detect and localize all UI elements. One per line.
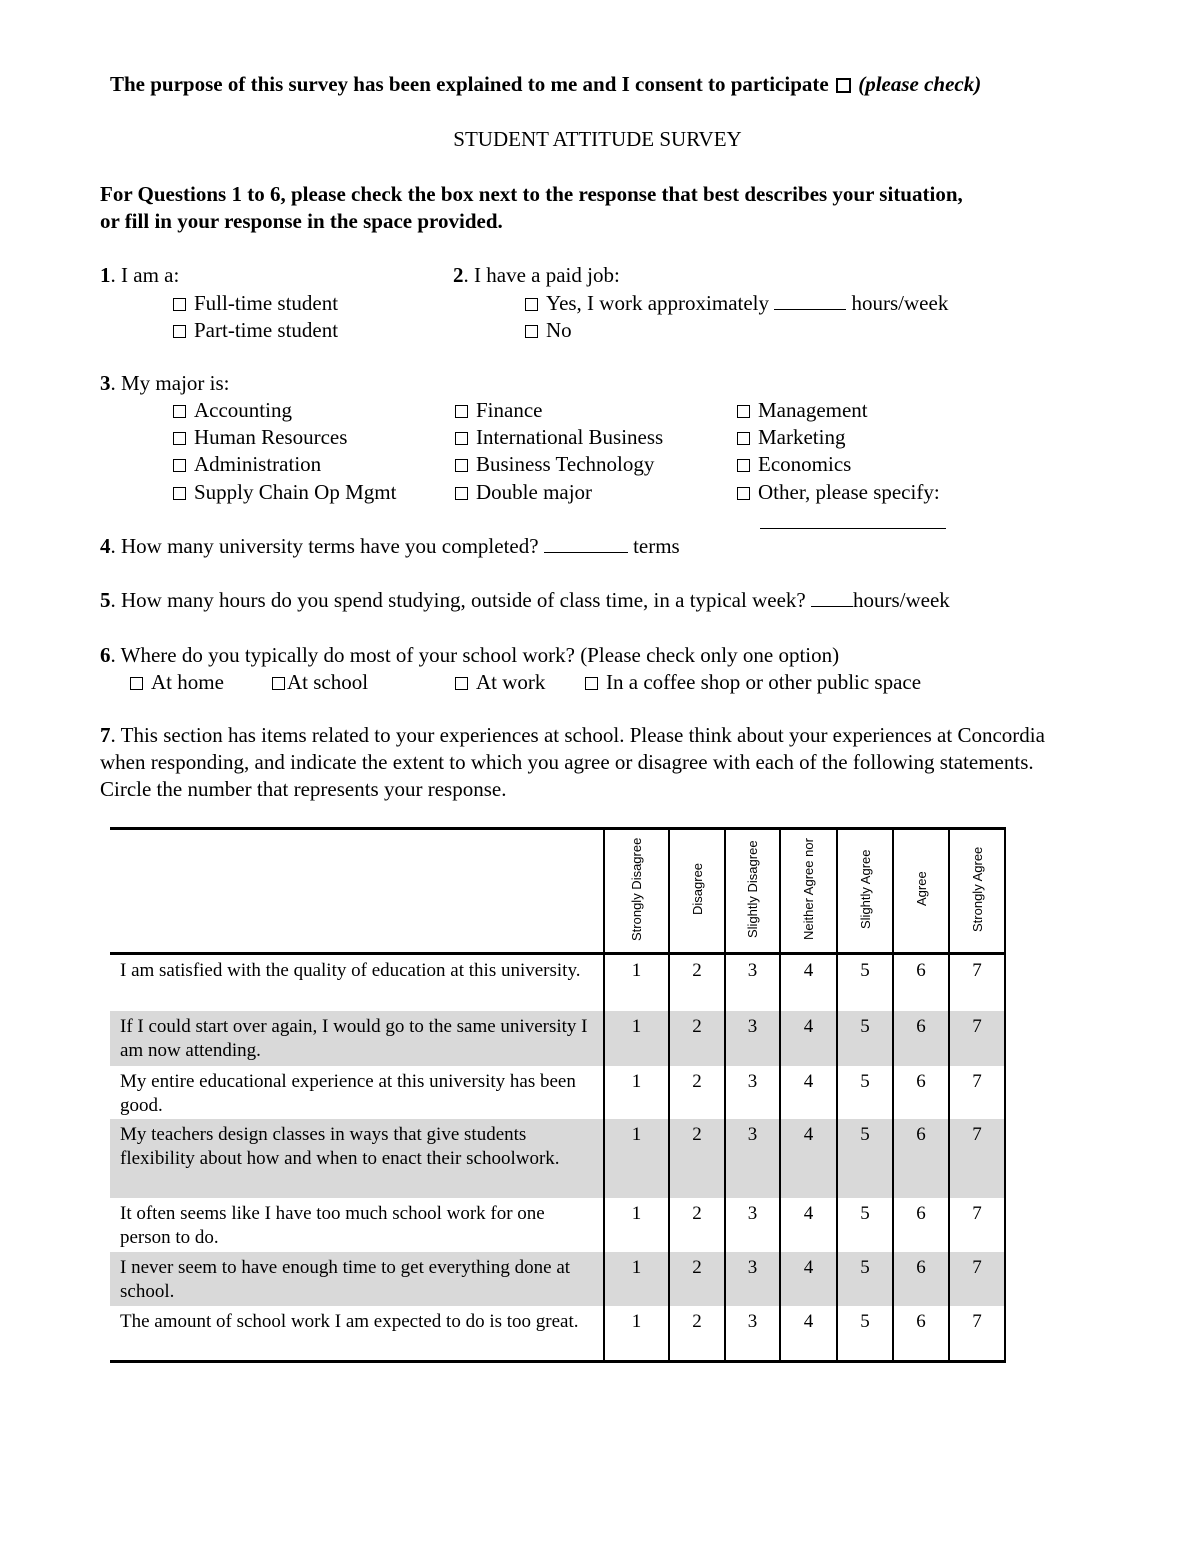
header-strongly-agree: Strongly Agree: [969, 846, 985, 932]
checkbox[interactable]: [455, 405, 468, 418]
rating-2[interactable]: 2: [669, 1011, 725, 1066]
checkbox[interactable]: [130, 677, 143, 690]
instructions-line-2: or fill in your response in the space provided.: [100, 209, 503, 233]
checkbox[interactable]: [737, 459, 750, 472]
header-disagree: Disagree: [689, 862, 705, 916]
rating-7[interactable]: 7: [949, 1119, 1005, 1198]
checkbox[interactable]: [173, 325, 186, 338]
major-international-business[interactable]: International Business: [455, 424, 663, 451]
rating-3[interactable]: 3: [725, 1306, 780, 1362]
rating-2[interactable]: 2: [669, 1252, 725, 1306]
rating-7[interactable]: 7: [949, 1066, 1005, 1119]
q6-option-coffee-shop[interactable]: In a coffee shop or other public space: [585, 669, 921, 696]
rating-1[interactable]: 1: [604, 1066, 669, 1119]
rating-7[interactable]: 7: [949, 1198, 1005, 1252]
checkbox[interactable]: [455, 677, 468, 690]
checkbox[interactable]: [173, 298, 186, 311]
rating-2[interactable]: 2: [669, 1198, 725, 1252]
major-finance[interactable]: Finance: [455, 397, 542, 424]
rating-6[interactable]: 6: [893, 1119, 949, 1198]
major-administration[interactable]: Administration: [173, 451, 321, 478]
header-slightly-agree: Slightly Agree: [857, 849, 873, 929]
table-row: [110, 1066, 1005, 1119]
rating-2[interactable]: 2: [669, 1066, 725, 1119]
statement: My entire educational experience at this university has been good.: [120, 1071, 576, 1116]
checkbox[interactable]: [737, 432, 750, 445]
checkbox[interactable]: [272, 677, 285, 690]
rating-7[interactable]: 7: [949, 1306, 1005, 1362]
checkbox[interactable]: [737, 487, 750, 500]
rating-6[interactable]: 6: [893, 1066, 949, 1119]
statement: The amount of school work I am expected to do is too great.: [120, 1311, 579, 1332]
rating-3[interactable]: 3: [725, 1198, 780, 1252]
rating-2[interactable]: 2: [669, 1306, 725, 1362]
checkbox[interactable]: [455, 459, 468, 472]
major-other[interactable]: Other, please specify:: [737, 479, 940, 506]
rating-1[interactable]: 1: [604, 1198, 669, 1252]
header-strongly-disagree: Strongly Disagree: [629, 837, 644, 941]
major-double-major[interactable]: Double major: [455, 479, 592, 506]
hours-blank[interactable]: [774, 308, 846, 310]
q6-label: 6. Where do you typically do most of your school work? (Please check only one option): [100, 643, 840, 667]
consent-text: The purpose of this survey has been explained to me and I consent to participate: [110, 72, 829, 96]
header-agree: Agree: [913, 871, 929, 907]
rating-1[interactable]: 1: [604, 1011, 669, 1066]
rating-5[interactable]: 5: [837, 1011, 893, 1066]
q6-option-home[interactable]: At home: [130, 669, 224, 696]
q6-option-school[interactable]: At school: [272, 669, 368, 696]
checkbox[interactable]: [173, 432, 186, 445]
q1-label: 1. I am a:: [100, 263, 180, 287]
q1-option-part-time[interactable]: Part-time student: [173, 317, 338, 344]
terms-blank[interactable]: [544, 551, 628, 553]
checkbox[interactable]: [455, 487, 468, 500]
q1-option-full-time[interactable]: Full-time student: [173, 290, 338, 317]
study-hours-blank[interactable]: [811, 605, 853, 607]
rating-5[interactable]: 5: [837, 1198, 893, 1252]
checkbox[interactable]: [455, 432, 468, 445]
q2-label: 2. I have a paid job:: [453, 263, 620, 287]
q6-option-work[interactable]: At work: [455, 669, 545, 696]
rating-5[interactable]: 5: [837, 954, 893, 1012]
rating-3[interactable]: 3: [725, 1066, 780, 1119]
table-row: [110, 1011, 1005, 1066]
rating-3[interactable]: 3: [725, 954, 780, 1012]
header-slightly-disagree: Slightly Disagree: [745, 840, 760, 938]
rating-6[interactable]: 6: [893, 1198, 949, 1252]
consent-note: (please check): [858, 72, 982, 96]
rating-4[interactable]: 4: [780, 1306, 837, 1362]
major-economics[interactable]: Economics: [737, 451, 851, 478]
instructions-line-1: For Questions 1 to 6, please check the box next to the response that best describes your situation,: [100, 182, 963, 206]
statement: I am satisfied with the quality of education at this university.: [120, 960, 581, 981]
rating-3[interactable]: 3: [725, 1252, 780, 1306]
page-title: STUDENT ATTITUDE SURVEY: [453, 127, 742, 151]
checkbox[interactable]: [525, 325, 538, 338]
major-human-resources[interactable]: Human Resources: [173, 424, 347, 451]
rating-4[interactable]: 4: [780, 1066, 837, 1119]
statement: My teachers design classes in ways that give students flexibility about how and when to enact their schoolwork.: [110, 1119, 604, 1198]
rating-7[interactable]: 7: [949, 1011, 1005, 1066]
major-business-technology[interactable]: Business Technology: [455, 451, 654, 478]
rating-6[interactable]: 6: [893, 1011, 949, 1066]
q7-instructions: 7. This section has items related to your experiences at school. Please think about your experiences at Concordia when responding, and indicate the extent to which you agree or disagree with each of the following statements. Circle the number that represents your response.: [100, 723, 1045, 801]
major-accounting[interactable]: Accounting: [173, 397, 292, 424]
other-major-blank[interactable]: [760, 508, 946, 529]
q3-label: 3. My major is:: [100, 371, 230, 395]
rating-1[interactable]: 1: [604, 954, 669, 1012]
likert-table: [110, 827, 1006, 1363]
checkbox[interactable]: [173, 487, 186, 500]
major-supply-chain[interactable]: Supply Chain Op Mgmt: [173, 479, 396, 506]
table-row: [110, 1306, 1005, 1362]
rating-4[interactable]: 4: [780, 1252, 837, 1306]
checkbox[interactable]: [737, 405, 750, 418]
rating-1[interactable]: 1: [604, 1252, 669, 1306]
checkbox[interactable]: [585, 677, 598, 690]
rating-1[interactable]: 1: [604, 1119, 669, 1198]
rating-2[interactable]: 2: [669, 954, 725, 1012]
checkbox[interactable]: [173, 459, 186, 472]
rating-4[interactable]: 4: [780, 954, 837, 1012]
major-marketing[interactable]: Marketing: [737, 424, 845, 451]
consent-line: [110, 71, 981, 98]
rating-6[interactable]: 6: [893, 1306, 949, 1362]
rating-3[interactable]: 3: [725, 1119, 780, 1198]
table-row: [110, 1119, 1005, 1198]
rating-3[interactable]: 3: [725, 1011, 780, 1066]
rating-4[interactable]: 4: [780, 1011, 837, 1066]
rating-4[interactable]: 4: [780, 1119, 837, 1198]
statement-header: [110, 829, 604, 954]
rating-6[interactable]: 6: [893, 1252, 949, 1306]
table-row: [110, 1252, 1005, 1306]
q2-option-no[interactable]: No: [525, 317, 572, 344]
rating-4[interactable]: 4: [780, 1198, 837, 1252]
rating-5[interactable]: 5: [837, 1306, 893, 1362]
q5-label: 5. How many hours do you spend studying, outside of class time, in a typical week? hours/week: [100, 588, 950, 612]
rating-5[interactable]: 5: [837, 1119, 893, 1198]
rating-6[interactable]: 6: [893, 954, 949, 1012]
statement: It often seems like I have too much school work for one person to do.: [120, 1203, 545, 1248]
header-neither: Neither Agree nor: [801, 838, 816, 940]
statement: I never seem to have enough time to get everything done at school.: [110, 1252, 604, 1306]
statement: If I could start over again, I would go to the same university I am now attending.: [110, 1011, 604, 1066]
q4-label: 4. How many university terms have you completed? terms: [100, 534, 680, 558]
q2-option-yes[interactable]: Yes, I work approximately hours/week: [525, 290, 948, 317]
rating-5[interactable]: 5: [837, 1252, 893, 1306]
rating-5[interactable]: 5: [837, 1066, 893, 1119]
rating-1[interactable]: 1: [604, 1306, 669, 1362]
table-row: [110, 1198, 1005, 1252]
checkbox[interactable]: [525, 298, 538, 311]
consent-checkbox[interactable]: [836, 78, 851, 93]
rating-2[interactable]: 2: [669, 1119, 725, 1198]
table-header-row: [110, 829, 1005, 954]
rating-7[interactable]: 7: [949, 954, 1005, 1012]
major-management[interactable]: Management: [737, 397, 868, 424]
table-row: [110, 954, 1005, 1012]
checkbox[interactable]: [173, 405, 186, 418]
rating-7[interactable]: 7: [949, 1252, 1005, 1306]
